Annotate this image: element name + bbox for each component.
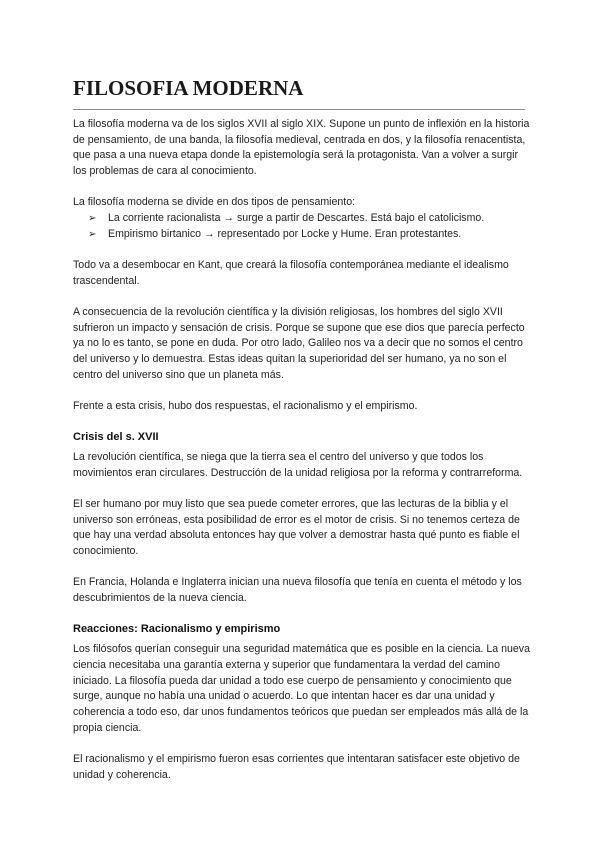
responses-paragraph: Frente a esta crisis, hubo dos respuestas, el racionalismo y el empirismo.	[73, 399, 418, 412]
crisis-paragraph-2: El ser humano por muy listo que sea puede cometer errores, que las lecturas de la biblia y el universo son erróneas, esta posibilidad de error es el motor de crisis. Si no tenemos certeza de que hay una verdad absoluta entonces hay que volver a demostrar hasta qué punto es fiable el conocimiento.	[73, 497, 520, 558]
title-divider	[73, 109, 525, 110]
arrow-bullet-icon: ➢	[88, 228, 97, 240]
arrow-bullet-icon: ➢	[88, 213, 97, 225]
list-item	[88, 227, 533, 243]
intro-paragraph: La filosofía moderna va de los siglos XVII al siglo XIX. Supone un punto de inflexión en la historia de pensamiento, de una banda, la filosofía medieval, centrada en dos, y la filosofía renacentista, que pasa a una nueva etapa donde la epistemología será la protagonista. Van a volver a surgir los problemas de cara al conocimiento.	[73, 118, 530, 178]
division-list	[73, 211, 533, 242]
page-title: FILOSOFIA MODERNA	[73, 76, 304, 100]
crisis-paragraph-3: En Francia, Holanda e Inglaterra inician una nueva filosofía que tenía en cuenta el método y los descubrimientos de la nueva ciencia.	[73, 576, 522, 604]
division-lead: La filosofía moderna se divide en dos tipos de pensamiento:	[73, 196, 356, 209]
reactions-paragraph-1: Los filósofos querían conseguir una seguridad matemática que es posible en la ciencia. La nueva ciencia necesitaba una garantía externa y superior que fundamentara la verdad del camino iniciado. La filosofía pueda dar unidad a todo ese cuerpo de pensamiento y conocimiento que surge, aunque no había una unidad o acuerdo. Lo que intentan hacer es dar una unidad y coherencia a todo eso, dar unos fundamentos teóricos que puedan ser empleados más allá de la propia ciencia.	[73, 643, 531, 734]
section-heading-reactions: Reacciones: Racionalismo y empirismo	[73, 623, 281, 636]
kant-paragraph: Todo va a desembocar en Kant, que creará la filosofía contemporánea mediante el idealismo trascendental.	[73, 258, 509, 287]
reactions-paragraph-2: El racionalismo y el empirismo fueron esas corrientes que intentaran satisfacer este objetivo de unidad y coherencia.	[73, 752, 520, 781]
document-body	[73, 117, 533, 799]
consequence-paragraph: A consecuencia de la revolución científica y la división religiosas, los hombres del siglo XVII sufrieron un impacto y sensación de crisis. Porque se supone que ese dios que parecía perfecto ya no lo es tanto, se pone en duda. Por otro lado, Galileo nos va a decir que no somos el centro del universo y lo demuestra. Estas ideas quitan la superioridad del ser humano, ya no son el centro del universo sino que un planeta más.	[73, 305, 525, 381]
list-item-text: Empirismo birtanico → representado por Locke y Hume. Eran protestantes.	[108, 227, 462, 240]
list-item-text: La corriente racionalista → surge a partir de Descartes. Está bajo el catolicismo.	[108, 212, 485, 225]
list-item	[88, 211, 533, 227]
section-heading-crisis: Crisis del s. XVII	[73, 431, 159, 444]
crisis-paragraph-1: La revolución científica, se niega que la tierra sea el centro del universo y que todos los movimientos eran circulares. Destrucción de la unidad religiosa por la reforma y contrarreforma.	[73, 451, 523, 479]
